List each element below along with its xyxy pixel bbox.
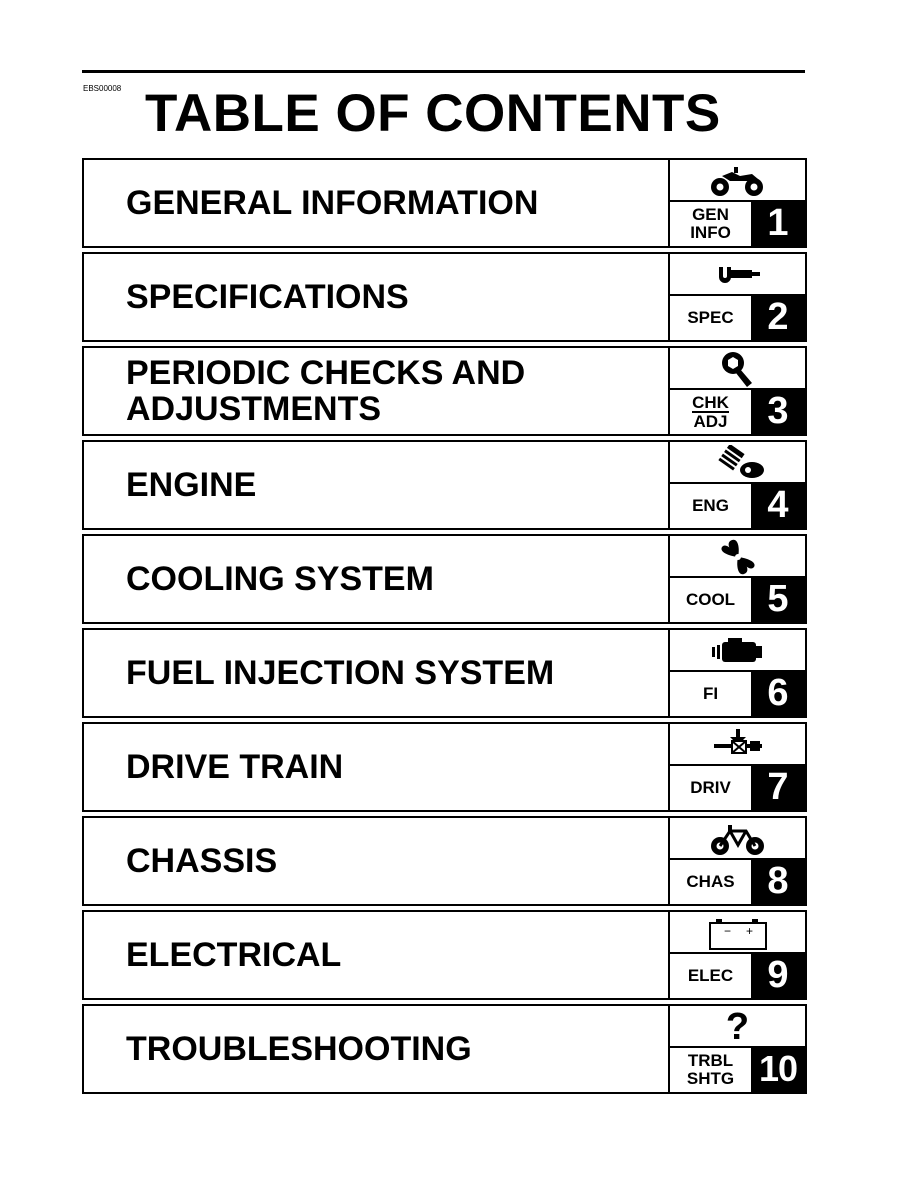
section-number: 7 — [751, 764, 805, 810]
section-title: DRIVE TRAIN — [126, 748, 344, 786]
injection-engine-icon — [670, 630, 805, 672]
section-title: COOLING SYSTEM — [126, 560, 434, 598]
section-abbreviation: TRBL SHTG — [670, 1046, 751, 1092]
section-abbreviation: DRIV — [670, 764, 751, 810]
section-title: ELECTRICAL — [126, 936, 342, 974]
fan-icon — [670, 536, 805, 578]
section-title: CHASSIS — [126, 842, 278, 880]
atv-frame-icon — [670, 818, 805, 860]
section-title: GENERAL INFORMATION — [126, 184, 539, 222]
section-number: 8 — [751, 858, 805, 904]
atv-icon — [670, 160, 805, 202]
drivetrain-icon — [670, 724, 805, 766]
section-title: SPECIFICATIONS — [126, 278, 409, 316]
toc-entry-drive-train[interactable] — [82, 722, 807, 812]
section-number: 2 — [751, 294, 805, 340]
toc-entry-electrical[interactable] — [82, 910, 807, 1000]
wrench-icon — [670, 348, 805, 390]
toc-entry-troubleshooting[interactable] — [82, 1004, 807, 1094]
section-abbreviation: GEN INFO — [670, 200, 751, 246]
section-tab — [668, 630, 805, 716]
section-tab — [668, 1006, 805, 1092]
section-abbreviation: CHK ADJ — [670, 388, 751, 434]
page-title: TABLE OF CONTENTS — [145, 84, 721, 143]
section-abbreviation: CHAS — [670, 858, 751, 904]
top-rule — [82, 70, 805, 73]
section-number: 5 — [751, 576, 805, 622]
section-abbreviation: FI — [670, 670, 751, 716]
section-tab — [668, 254, 805, 340]
battery-plus-label: + — [745, 924, 753, 938]
section-tab — [668, 912, 805, 998]
piston-icon — [670, 442, 805, 484]
wrench-gauge-icon — [670, 254, 805, 296]
toc-entry-periodic-checks-and-adjustments[interactable] — [82, 346, 807, 436]
section-tab — [668, 348, 805, 434]
section-tab — [668, 442, 805, 528]
battery-minus-label: − — [723, 924, 731, 938]
toc-entry-fuel-injection-system[interactable] — [82, 628, 807, 718]
section-number: 10 — [751, 1046, 805, 1092]
section-number: 1 — [751, 200, 805, 246]
section-tab — [668, 724, 805, 810]
toc-entry-specifications[interactable] — [82, 252, 807, 342]
toc-entry-engine[interactable] — [82, 440, 807, 530]
toc-entry-cooling-system[interactable] — [82, 534, 807, 624]
toc-entry-chassis[interactable] — [82, 816, 807, 906]
section-abbreviation: SPEC — [670, 294, 751, 340]
section-title: FUEL INJECTION SYSTEM — [126, 654, 555, 692]
section-title: PERIODIC CHECKS AND ADJUSTMENTS — [126, 354, 526, 428]
toc-entry-general-information[interactable] — [82, 158, 807, 248]
section-title: ENGINE — [126, 466, 257, 504]
section-abbreviation: ENG — [670, 482, 751, 528]
section-number: 3 — [751, 388, 805, 434]
section-title: TROUBLESHOOTING — [126, 1030, 472, 1068]
section-tab — [668, 536, 805, 622]
section-number: 6 — [751, 670, 805, 716]
section-number: 9 — [751, 952, 805, 998]
section-abbreviation: COOL — [670, 576, 751, 622]
section-tab — [668, 818, 805, 904]
section-number: 4 — [751, 482, 805, 528]
question-mark-icon: ? — [725, 1006, 750, 1048]
section-tab — [668, 160, 805, 246]
document-code: EBS00008 — [83, 84, 122, 93]
section-abbreviation: ELEC — [670, 952, 751, 998]
battery-icon — [670, 912, 805, 954]
